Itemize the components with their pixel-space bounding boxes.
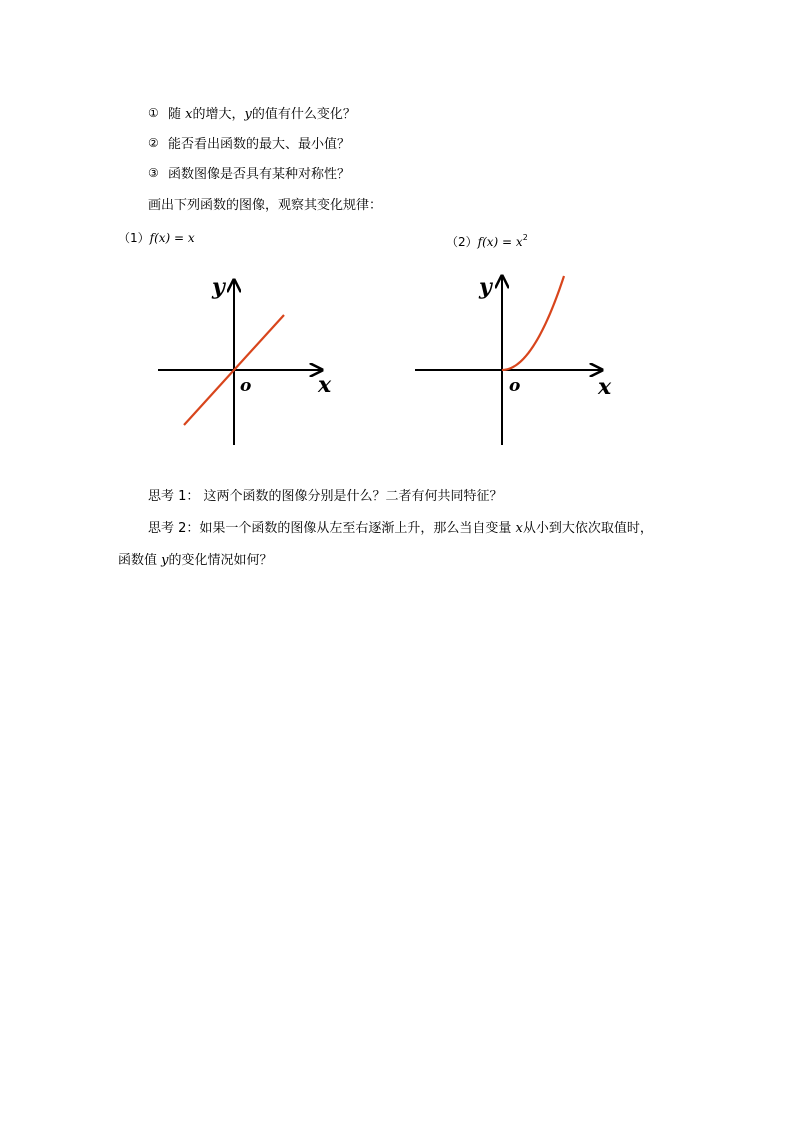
y-axis-label: y (212, 274, 225, 300)
function-label-2: $(2)f(x) = x^2$ (446, 233, 528, 249)
origin-label: o (240, 376, 252, 396)
think-2-line-2: 函数值 y的变化情况如何？ (118, 553, 273, 568)
question-1: ① 随 x的增大，y的值有什么变化？ (148, 106, 356, 122)
circled-number-2: ② (148, 136, 159, 150)
x-axis-label: x (318, 372, 332, 398)
instruction-text: 画出下列函数的图像，观察其变化规律： (148, 198, 383, 213)
x-axis-label: x (598, 374, 612, 400)
origin-label: o (509, 376, 521, 396)
y-axis-label: y (479, 274, 492, 300)
think-2-line-1: 思考 2：如果一个函数的图像从左至右逐渐上升，那么当自变量 x从小到大依次取值时， (148, 521, 653, 536)
question-3: ③ 函数图像是否具有某种对称性？ (148, 166, 351, 182)
question-2: ② 能否看出函数的最大、最小值？ (148, 136, 351, 152)
circled-number-1: ① (148, 106, 159, 120)
function-label-1: （1）f(x) = x (118, 231, 195, 245)
circled-number-3: ③ (148, 166, 159, 180)
think-1: 思考 1： 这两个函数的图像分别是什么？二者有何共同特征？ (148, 489, 503, 504)
function-curve (502, 276, 564, 370)
